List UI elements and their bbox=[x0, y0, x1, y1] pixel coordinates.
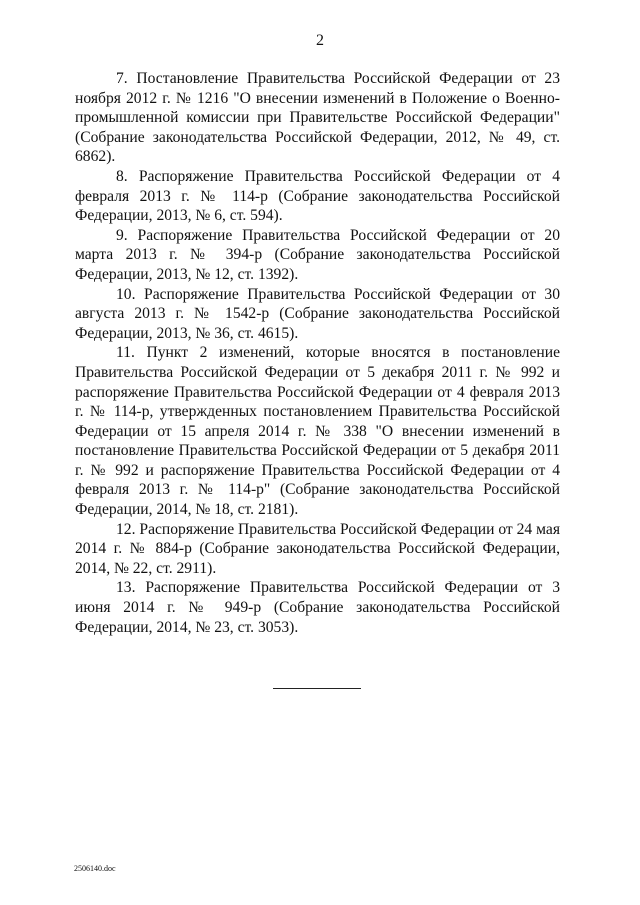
list-item-11: 11. Пункт 2 изменений, которые вносятся в постановление Правительства Российской Федерации от 5 декабря 2011 г. № 992 и распоряжение Правительства Российской Федерации от 4 февраля 2013 г. № 114-р, утвержденных постановлением Правительства Российской Федерации от 15 апреля 2014 г. № 338 "О внесении изменений в постановление Правительства Российской Федерации от 5 декабря 2011 г. № 992 и распоряжение Правительства Российской Федерации от 4 февраля 2013 г. № 114-р" (Собрание законодательства Российской Федерации, 2014, № 18, ст. 2181). bbox=[75, 344, 560, 519]
list-item-10: 10. Распоряжение Правительства Российской Федерации от 30 августа 2013 г. № 1542-р (Собрание законодательства Российской Федерации, 2013, № 36, ст. 4615). bbox=[75, 285, 560, 342]
list-item-9: 9. Распоряжение Правительства Российской Федерации от 20 марта 2013 г. № 394-р (Собрание законодательства Российской Федерации, 2013, № 12, ст. 1392). bbox=[75, 226, 560, 283]
document-id: 2506140.doc bbox=[74, 864, 116, 873]
list-item-12: 12. Распоряжение Правительства Российской Федерации от 24 мая 2014 г. № 884-р (Собрание законодательства Российской Федерации, 2014, № 22, ст. 2911). bbox=[75, 520, 560, 577]
closing-divider bbox=[273, 688, 361, 689]
list-item-8: 8. Распоряжение Правительства Российской Федерации от 4 февраля 2013 г. № 114-р (Собрание законодательства Российской Федерации, 2013, № 6, ст. 594). bbox=[75, 167, 560, 225]
list-item-13: 13. Распоряжение Правительства Российской Федерации от 3 июня 2014 г. № 949-р (Собрание законодательства Российской Федерации, 2014, № 23, ст. 3053). bbox=[75, 579, 560, 636]
page-number: 2 bbox=[316, 32, 324, 49]
list-item-7: 7. Постановление Правительства Российской Федерации от 23 ноября 2012 г. № 1216 "О внесении изменений в Положение о Военно-промышленной комиссии при Правительстве Российской Федерации" (Собрание законодательства Российской Федерации, 2012, № 49, ст. 6862). bbox=[75, 70, 560, 166]
document-body bbox=[75, 69, 560, 637]
